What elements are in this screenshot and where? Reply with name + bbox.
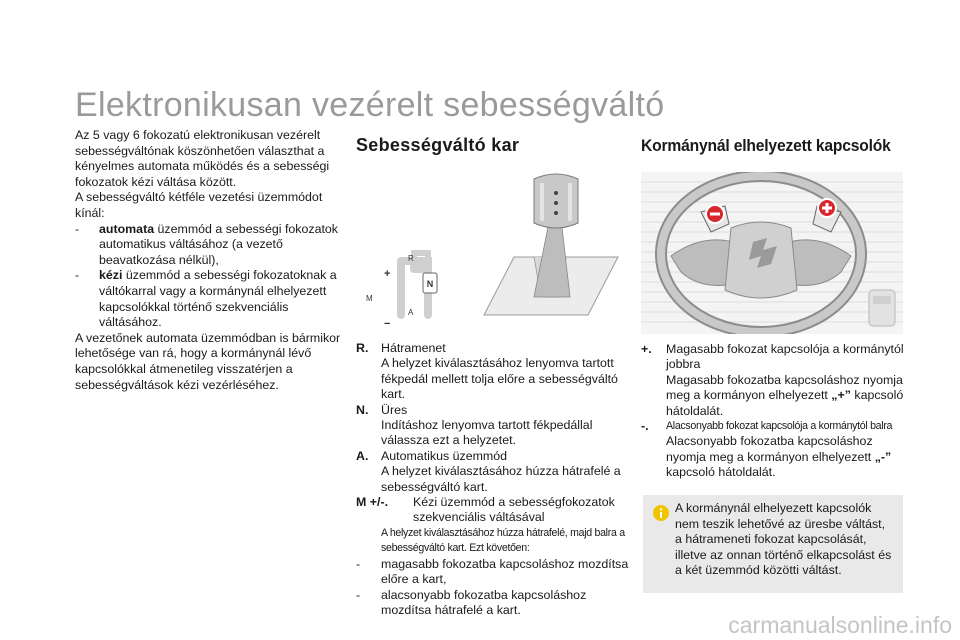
position-m-step: A helyzet kiválasztásához húzza hátrafelé, majd balra a sebességváltó kart. Ezt követően: <box>381 526 625 555</box>
position-m-key: M +/-. <box>356 495 389 510</box>
steering-switches-heading: Kormánynál elhelyezett kapcsolók <box>641 136 891 155</box>
switch-plus-step-a: Magasabb fokozatba kapcsoláshoz nyomja meg a kormányon elhelyezett <box>666 372 903 403</box>
position-n-name: Üres <box>381 402 408 417</box>
list-item <box>356 418 631 449</box>
list-item <box>641 342 909 373</box>
gear-lever-section <box>356 135 626 155</box>
position-a-key: A. <box>356 448 369 463</box>
switch-plus-name: Magasabb fokozat kapcsolója a kormánytól jobbra <box>666 342 904 372</box>
list-item <box>75 222 345 269</box>
steering-switches-list <box>641 342 909 481</box>
list-item <box>356 403 631 418</box>
gate-label-a: A <box>408 308 414 317</box>
list-item <box>356 449 631 464</box>
pointer-icon <box>356 418 381 449</box>
list-item <box>641 434 909 480</box>
list-item <box>356 341 631 356</box>
dash-mark: - <box>356 556 361 571</box>
list-item <box>75 268 345 330</box>
watermark: carmanualsonline.info <box>728 612 952 638</box>
mode-automatic-text: üzemmód a sebességi fokozatok automatikus váltásához (a vezető beavatkozása nélkül), <box>99 221 338 267</box>
intro-paragraph-1: Az 5 vagy 6 fokozatú elektronikusan vezérelt sebességváltónak köszönhetően választhat a kényelmes automata működés és a sebességi fokozatok kézi váltása között. <box>75 128 330 189</box>
dash-mark: - <box>356 587 361 602</box>
info-note <box>643 495 903 593</box>
list-item <box>356 557 631 588</box>
pointer-icon <box>356 526 381 557</box>
pointer-icon <box>641 434 666 480</box>
mode-manual-text: üzemmód a sebességi fokozatoknak a váltókarral vagy a kormánynál elhelyezett kapcsolókkal történő szekvenciális váltásához. <box>99 268 337 330</box>
gear-lever-illustration <box>356 165 626 335</box>
position-r-step: A helyzet kiválasztásához lenyomva tartott fékpedál mellett tolja előre a sebességváltó kart. <box>381 356 618 402</box>
position-m-name: Kézi üzemmód a sebességfokozatok szekvenciális váltásával <box>413 495 615 525</box>
list-item <box>356 495 631 526</box>
position-m-down: alacsonyabb fokozatba kapcsoláshoz mozdítsa hátrafelé a kart. <box>381 587 587 617</box>
pointer-icon <box>356 464 381 495</box>
gate-label-plus: + <box>384 268 391 280</box>
position-m-up: magasabb fokozatba kapcsoláshoz mozdítsa előre a kart, <box>381 556 629 587</box>
steering-wheel-illustration <box>641 172 903 334</box>
dash-mark: - <box>75 268 80 283</box>
gate-label-r: R <box>408 254 414 263</box>
intro-paragraph-2: A sebességváltó kétféle vezetési üzemmódot kínál: <box>75 190 323 220</box>
gate-label-n: N <box>426 279 434 289</box>
gear-gate-diagram <box>366 253 437 330</box>
switch-plus-key: +. <box>641 342 652 356</box>
switch-plus-symbol: „+” <box>831 388 851 403</box>
position-r-key: R. <box>356 341 369 355</box>
pointer-icon <box>356 356 381 402</box>
position-r-name: Hátramenet <box>381 341 446 355</box>
switch-minus-key: -. <box>641 419 649 434</box>
gear-positions-list <box>356 341 631 618</box>
position-a-step: A helyzet kiválasztásához húzza hátrafelé a sebességváltó kart. <box>381 464 621 494</box>
position-a-name: Automatikus üzemmód <box>381 448 508 463</box>
intro-column <box>75 128 345 393</box>
position-n-step: Indításhoz lenyomva tartott fékpedállal válassza ezt a helyzetet. <box>381 418 593 448</box>
list-item <box>356 464 631 495</box>
switch-minus-symbol: „-” <box>874 449 892 464</box>
info-note-text: A kormánynál elhelyezett kapcsolók nem teszik lehetővé az üresbe váltást, a hátrameneti fokozat kapcsolását, illetve az onnan történő elkapcsolást és a két üzemmód közötti váltást. <box>675 501 892 578</box>
gate-label-minus: − <box>384 318 391 330</box>
list-item <box>641 373 909 419</box>
gear-lever-heading: Sebességváltó kar <box>356 135 520 155</box>
list-item <box>356 356 631 402</box>
gate-label-m: M <box>366 294 373 303</box>
list-item <box>356 526 631 557</box>
dash-mark: - <box>75 221 80 236</box>
switch-minus-step-b: kapcsoló hátoldalát. <box>666 465 776 480</box>
mode-manual-label: kézi <box>99 268 123 283</box>
info-icon <box>653 505 669 521</box>
list-item <box>641 419 909 434</box>
mode-automatic-label: automata <box>99 221 155 236</box>
switch-minus-name: Alacsonyabb fokozat kapcsolója a kormánytól balra <box>666 420 893 433</box>
steering-switches-section <box>641 138 911 154</box>
pointer-icon <box>641 373 666 419</box>
page-title: Elektronikusan vezérelt sebességváltó <box>75 86 665 124</box>
position-n-key: N. <box>356 402 369 417</box>
switch-plus-step-b: kapcsoló hátoldalát. <box>666 388 904 418</box>
intro-paragraph-3: A vezetőnek automata üzemmódban is bármikor lehetősége van rá, hogy a kormánynál lévő kapcsolókkal átmenetileg visszatérjen a sebességváltások kézi vezérléséhez. <box>75 330 341 392</box>
switch-minus-step-a: Alacsonyabb fokozatba kapcsoláshoz nyomja meg a kormányon elhelyezett <box>666 434 875 464</box>
